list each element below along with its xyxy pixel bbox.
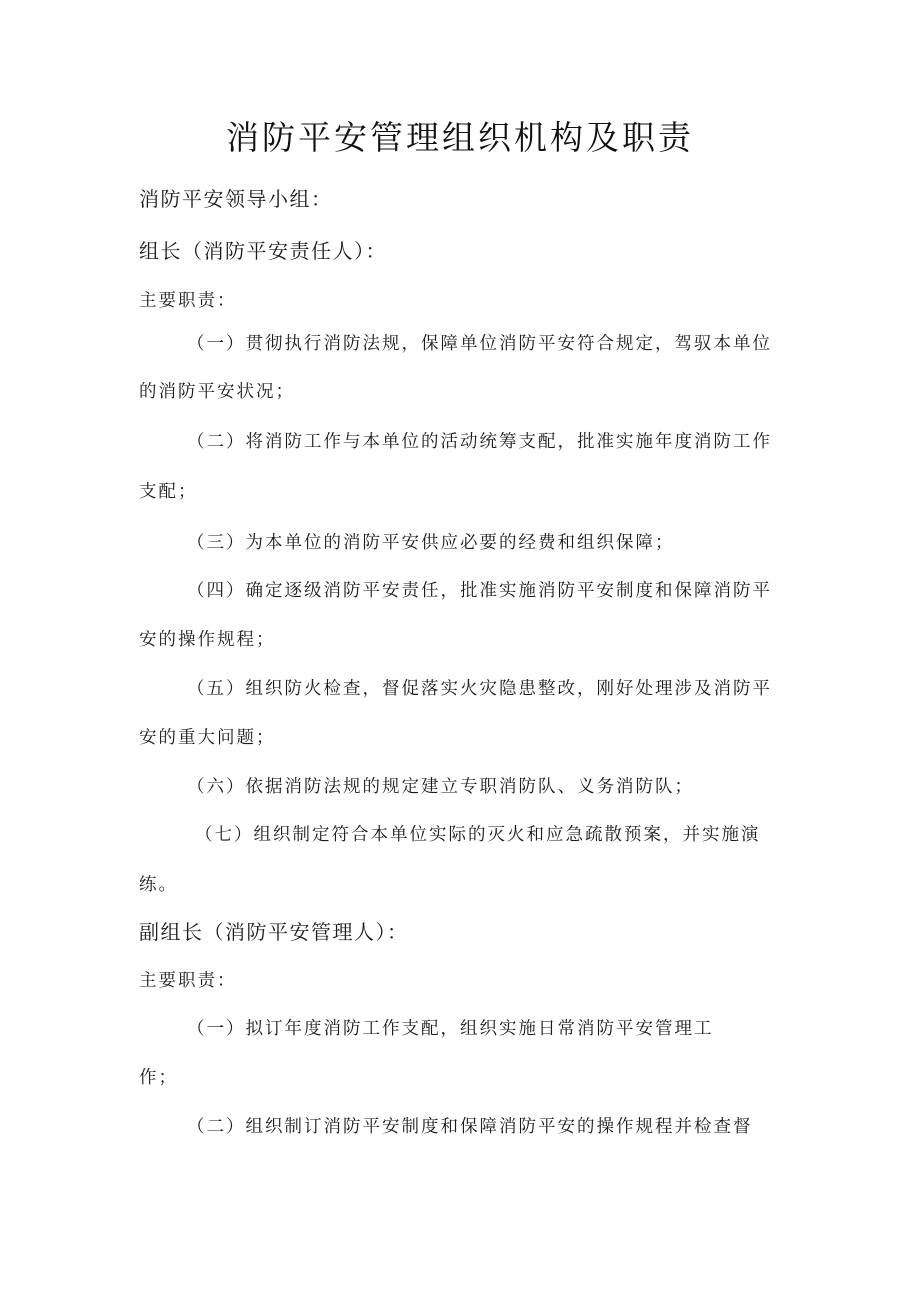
leader-duty-1-cont: 的消防平安状况；: [139, 382, 295, 402]
leader-duty-5: （五）组织防火检查，督促落实火灾隐患整改，刚好处理涉及消防平: [187, 679, 772, 699]
leader-duty-1: （一）贯彻执行消防法规，保障单位消防平安符合规定，驾驭本单位: [187, 334, 772, 354]
deputy-duty-1: （一）拟订年度消防工作支配，组织实施日常消防平安管理工: [187, 1019, 714, 1039]
leader-duties-label: 主要职责：: [139, 291, 237, 311]
deputy-duty-1-cont: 作；: [139, 1068, 178, 1088]
deputy-duties-label: 主要职责：: [139, 971, 237, 991]
leader-duty-4-cont: 安的操作规程；: [139, 630, 276, 650]
leader-duty-7-cont: 练。: [139, 875, 178, 895]
leader-group-heading: 消防平安领导小组：: [139, 187, 333, 211]
leader-duty-5-cont: 安的重大问题；: [139, 728, 276, 748]
leader-duty-4: （四）确定逐级消防平安责任，批准实施消防平安制度和保障消防平: [187, 581, 772, 601]
document-title: 消防平安管理组织机构及职责: [226, 118, 694, 157]
leader-duty-7: （七）组织制定符合本单位实际的灭火和应急疏散预案，并实施演: [195, 825, 761, 845]
deputy-duty-2: （二）组织制订消防平安制度和保障消防平安的操作规程并检查督: [187, 1117, 753, 1137]
leader-duty-2: （二）将消防工作与本单位的活动统筹支配，批准实施年度消防工作: [187, 432, 772, 452]
leader-duty-3: （三）为本单位的消防平安供应必要的经费和组织保障；: [187, 533, 675, 553]
deputy-heading: 副组长（消防平安管理人）：: [139, 920, 409, 944]
leader-duty-2-cont: 支配；: [139, 482, 198, 502]
leader-heading: 组长（消防平安责任人）：: [139, 239, 387, 263]
leader-duty-6: （六）依据消防法规的规定建立专职消防队、义务消防队；: [187, 777, 694, 797]
